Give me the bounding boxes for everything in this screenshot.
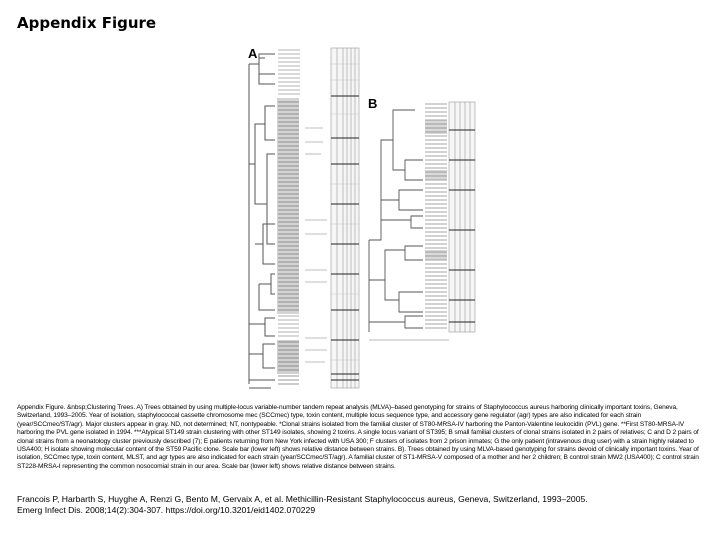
panel-label-a: A bbox=[248, 46, 258, 61]
panel-label-b: B bbox=[368, 96, 378, 111]
citation bbox=[17, 494, 717, 516]
citation-line-1: Francois P, Harbarth S, Huyghe A, Renzi G, Bento M, Gervaix A, et al. Methicillin-Resistant Staphylococcus aureus, Geneva, Switzerland, 1993–2005. bbox=[17, 494, 588, 504]
figure-caption: Appendix Figure. &nbsp;Clustering Trees. A) Trees obtained by using multiple-locus variable-number tandem repeat analysis (MLVA)–based genotyping for strains of Staphylococcus aureus harboring clinically important toxins, Geneva, Switzerland, 1993–2005. Year of isolation, staphylococcal cassette chromosome mec (SCCmec) type, toxin content, multiple locus sequence type, and accessory gene regulator (agr) types are also indicated for each strain (year/SCCmec/ST/agr). Major clusters appear in gray. ND, not determined; NT, nontypeable. *Clonal strains isolated from the familial cluster of ST80-MRSA-IV harboring the Panton-Valentine leukocidin (PVL) gene. **First ST80-MRSA-IV harboring the PVL gene isolated in 1994. ***Atypical ST149 strain clustering with other ST149 isolates, showing 2 toxins. A single locus variant of ST395; B small familial clusters of clonal strains isolated in 2 pairs of relatives; C and D 2 pairs of clonal strains from a neonatology cluster previously described (7); E patients returning from New York infected with USA 300; F clusters of isolates from 2 prison inmates; G the only patient (intravenous drug user) with a strain highly related to USA400; H isolate showing molecular content of the ST59 Pacific clone. Scale bar (lower left) shows relative distance between strains. B). Trees obtained by using MLVA-based genotyping for strains devoid of clinically important toxins. Year of isolation, SCCmec type, toxin content, MLST, and agr types are also indicated for each strain (year/SCCmec/ST/agr). A familial cluster of ST1-MRSA-V composed of a mother and her 2 children; B control strain MW2 (USA400); C control strain ST228-MRSA-I representing the common nosocomial strain in our area. Scale bar (lower left) shows relative distance between strains. bbox=[17, 404, 699, 470]
clustering-tree-figure bbox=[245, 44, 485, 390]
dendrogram-graphic bbox=[245, 44, 485, 390]
citation-line-2: Emerg Infect Dis. 2008;14(2):304-307. https://doi.org/10.3201/eid1402.070229 bbox=[17, 505, 316, 515]
page-title: Appendix Figure bbox=[17, 14, 157, 32]
